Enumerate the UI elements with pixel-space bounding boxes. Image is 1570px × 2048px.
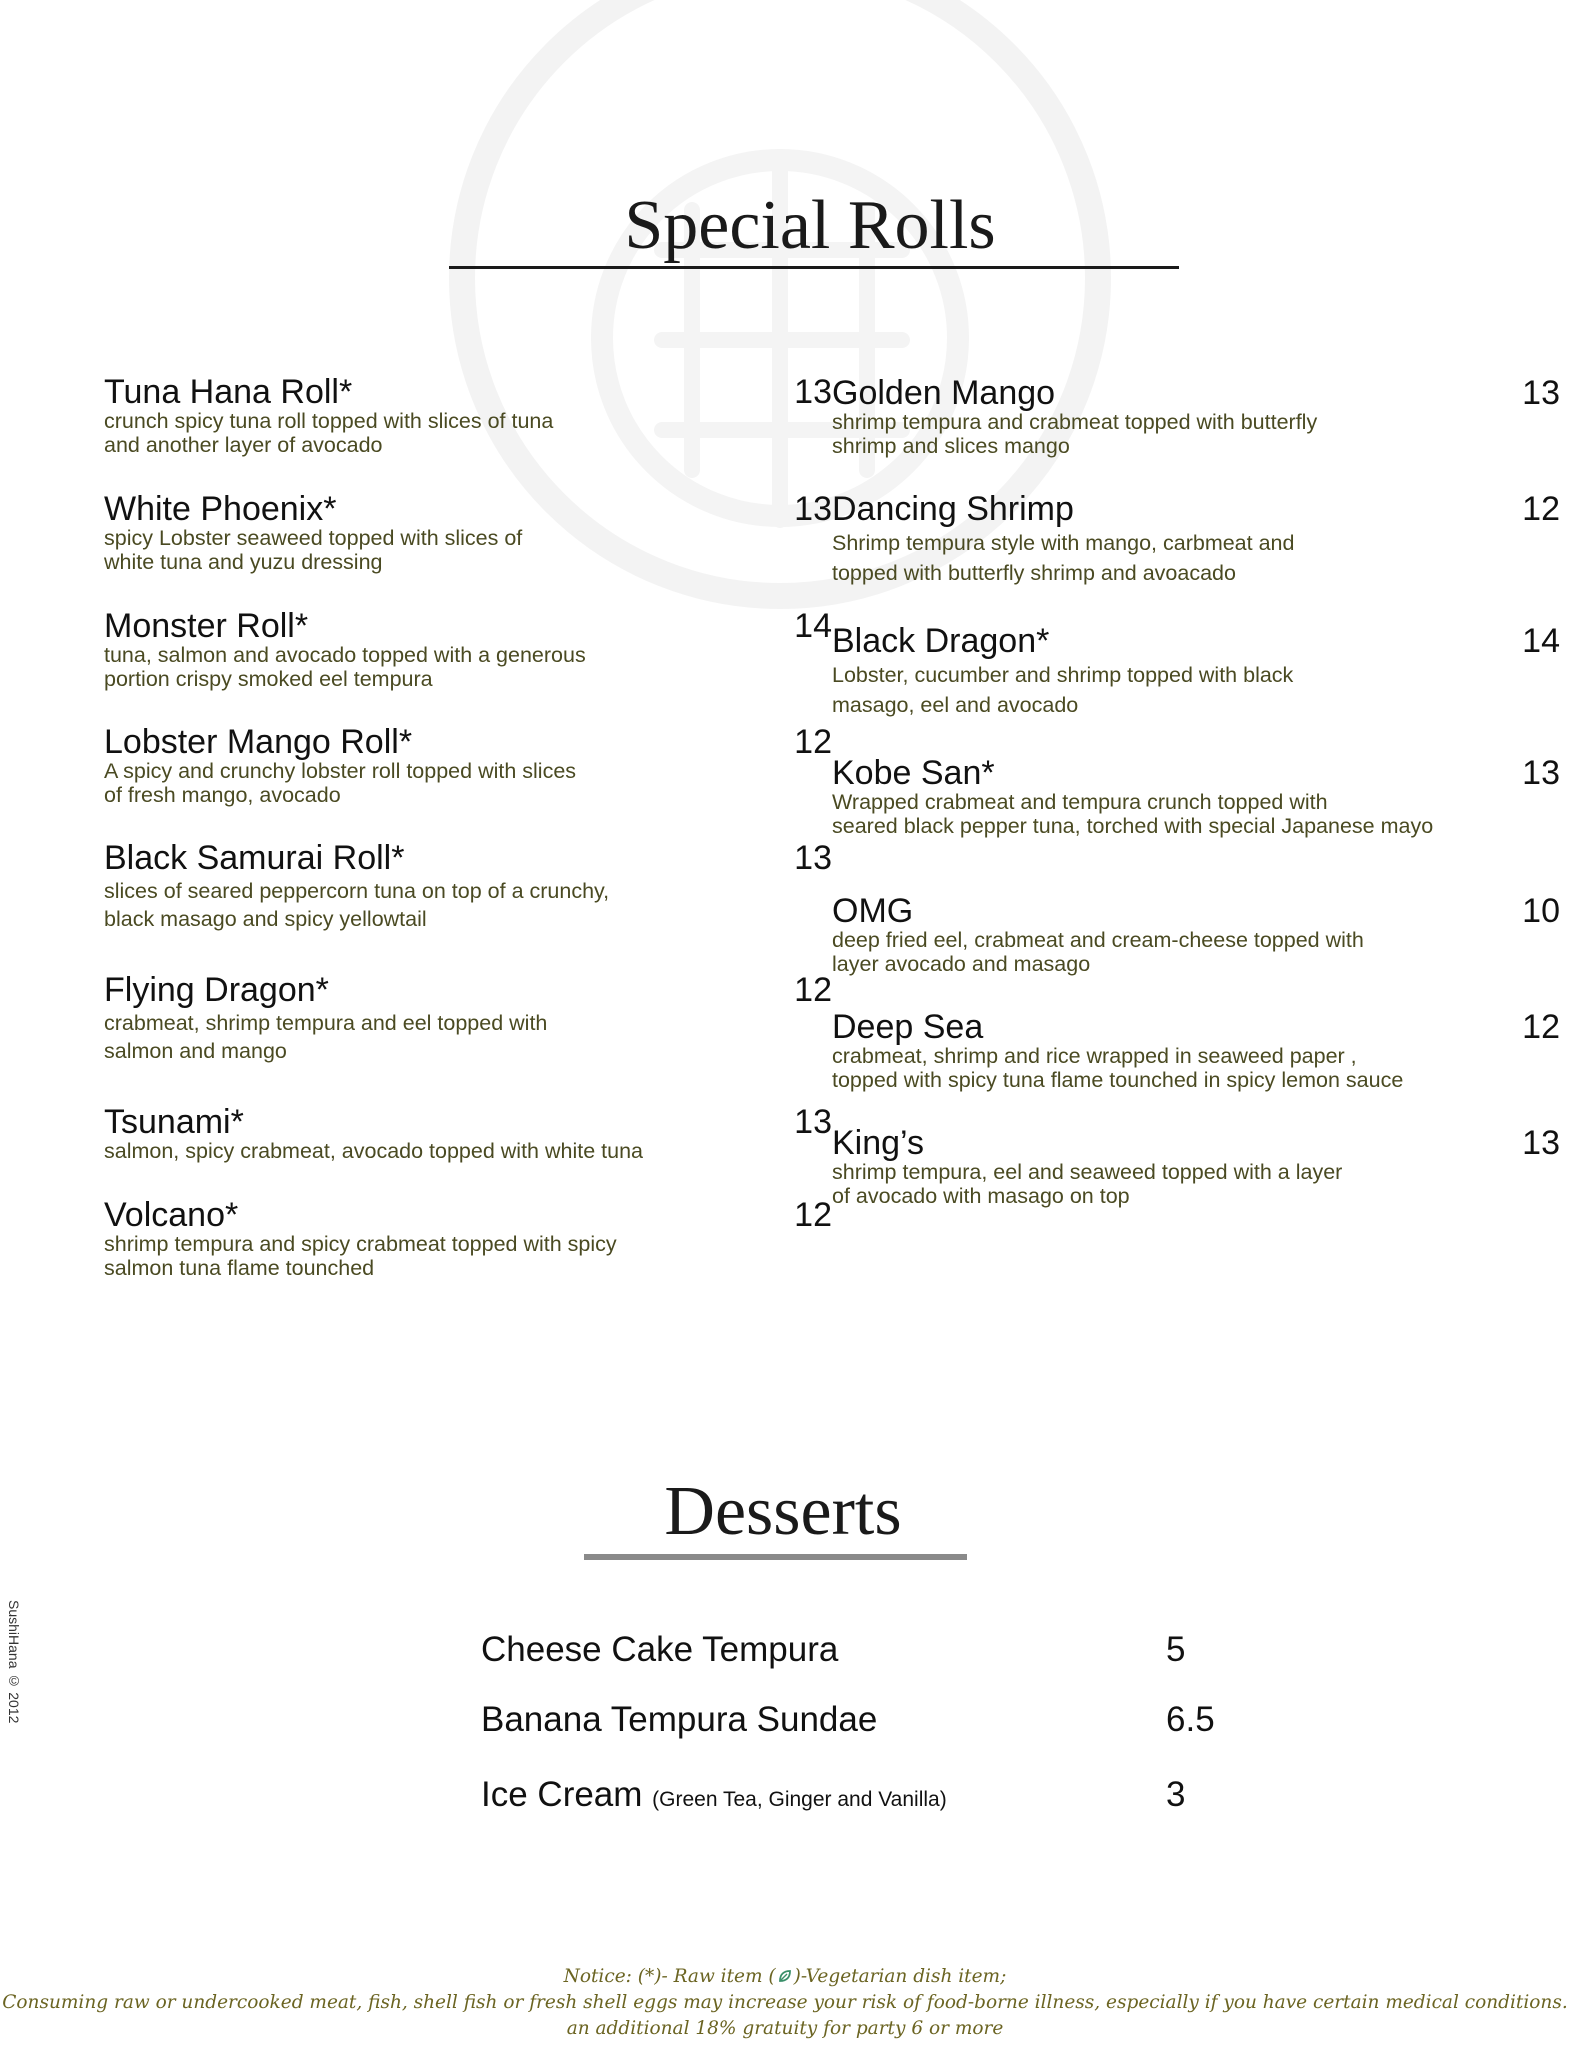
dessert-item — [481, 1700, 877, 1740]
special-rolls-divider — [449, 266, 1179, 269]
item-name: Flying Dragon* — [104, 971, 329, 1009]
description-line: of fresh mango, avocado — [104, 783, 341, 807]
item-price: 13 — [794, 839, 832, 877]
item-description — [832, 790, 1433, 838]
dessert-flavors-note: (Green Tea, Ginger and Vanilla) — [652, 1788, 947, 1811]
item-price: 13 — [1522, 374, 1560, 412]
description-line: salmon tuna flame tounched — [104, 1256, 375, 1280]
item-description — [104, 643, 586, 691]
description-line: of avocado with masago on top — [832, 1184, 1130, 1208]
item-name: OMG — [832, 892, 914, 930]
item-description — [104, 1009, 547, 1065]
description-line: topped with spicy tuna flame tounched in spicy lemon sauce — [832, 1068, 1404, 1092]
item-price: 13 — [794, 1103, 832, 1141]
item-price: 12 — [1522, 490, 1560, 528]
description-line: salmon and mango — [104, 1039, 287, 1063]
description-line: Wrapped crabmeat and tempura crunch topped with — [832, 790, 1328, 814]
desserts-title: Desserts — [664, 1473, 902, 1550]
description-line: black masago and spicy yellowtail — [104, 907, 427, 931]
item-description — [832, 1044, 1403, 1092]
item-description — [832, 1160, 1342, 1208]
leaf-icon — [777, 1968, 793, 1984]
item-description — [104, 526, 522, 574]
item-price: 12 — [794, 1196, 832, 1234]
item-name: Golden Mango — [832, 374, 1056, 412]
item-name: Tuna Hana Roll* — [104, 373, 353, 411]
item-price: 13 — [1522, 754, 1560, 792]
dessert-name: Ice Cream — [481, 1775, 653, 1814]
description-line: shrimp and slices mango — [832, 434, 1070, 458]
item-name: Black Dragon* — [832, 622, 1050, 660]
description-line: crabmeat, shrimp tempura and eel topped with — [104, 1011, 548, 1035]
notice-health-warning: Consuming raw or undercooked meat, fish, shell fish or fresh shell eggs may increase your risk of food-borne illness, especially if you have certain medical conditions. — [2, 1992, 1568, 2013]
item-name: Black Samurai Roll* — [104, 839, 405, 877]
description-line: masago, eel and avocado — [832, 693, 1079, 717]
dessert-price: 6.5 — [1166, 1700, 1215, 1739]
item-description — [104, 877, 609, 933]
item-name: Volcano* — [104, 1196, 239, 1234]
copyright-text: SushiHana © 2012 — [6, 1600, 22, 1724]
dessert-price: 3 — [1166, 1775, 1186, 1814]
description-line: portion crispy smoked eel tempura — [104, 667, 433, 691]
dessert-name: Cheese Cake Tempura — [481, 1630, 839, 1669]
item-price: 14 — [794, 607, 832, 645]
description-line: slices of seared peppercorn tuna on top of a crunchy, — [104, 879, 610, 903]
description-line: shrimp tempura, eel and seaweed topped with a layer — [832, 1160, 1343, 1184]
item-price: 12 — [1522, 1008, 1560, 1046]
item-name: Lobster Mango Roll* — [104, 723, 413, 761]
dessert-item — [481, 1630, 838, 1670]
description-line: topped with butterfly shrimp and avoacado — [832, 561, 1236, 585]
item-price: 13 — [794, 373, 832, 411]
description-line: salmon, spicy crabmeat, avocado topped with white tuna — [104, 1139, 643, 1163]
notice-raw-item-text: Notice: (*)- Raw item ( — [563, 1966, 776, 1987]
item-name: Dancing Shrimp — [832, 490, 1074, 528]
item-name: Kobe San* — [832, 754, 995, 792]
description-line: shrimp tempura and spicy crabmeat topped with spicy — [104, 1232, 617, 1256]
notice-vegetarian-text: )-Vegetarian dish item; — [793, 1966, 1007, 1987]
item-price: 12 — [794, 971, 832, 1009]
item-name: White Phoenix* — [104, 490, 337, 528]
dessert-item — [481, 1775, 947, 1820]
item-price: 12 — [794, 723, 832, 761]
description-line: white tuna and yuzu dressing — [104, 550, 383, 574]
description-line: seared black pepper tuna, torched with special Japanese mayo — [832, 814, 1434, 838]
description-line: A spicy and crunchy lobster roll topped with slices — [104, 759, 577, 783]
item-description — [104, 1232, 617, 1280]
description-line: deep fried eel, crabmeat and cream-cheese topped with — [832, 928, 1364, 952]
description-line: crunch spicy tuna roll topped with slices of tuna — [104, 409, 554, 433]
item-description — [832, 528, 1294, 588]
item-description — [104, 1139, 643, 1163]
item-name: King’s — [832, 1124, 924, 1162]
notice-line-raw-vegetarian — [0, 1964, 1570, 1990]
item-description — [104, 759, 576, 807]
dessert-price: 5 — [1166, 1630, 1186, 1669]
item-name: Deep Sea — [832, 1008, 984, 1046]
description-line: Lobster, cucumber and shrimp topped with black — [832, 663, 1294, 687]
description-line: and another layer of avocado — [104, 433, 383, 457]
description-line: spicy Lobster seaweed topped with slices of — [104, 526, 523, 550]
special-rolls-title: Special Rolls — [624, 187, 996, 264]
description-line: crabmeat, shrimp and rice wrapped in seaweed paper , — [832, 1044, 1357, 1068]
item-description — [832, 410, 1317, 458]
description-line: Shrimp tempura style with mango, carbmeat and — [832, 531, 1295, 555]
item-price: 10 — [1522, 892, 1560, 930]
description-line: layer avocado and masago — [832, 952, 1091, 976]
item-name: Tsunami* — [104, 1103, 244, 1141]
item-price: 13 — [1522, 1124, 1560, 1162]
item-description — [832, 928, 1364, 976]
item-description — [104, 409, 553, 457]
description-line: tuna, salmon and avocado topped with a generous — [104, 643, 586, 667]
item-price: 13 — [794, 490, 832, 528]
description-line: shrimp tempura and crabmeat topped with butterfly — [832, 410, 1318, 434]
notice-gratuity: an additional 18% gratuity for party 6 or more — [566, 2018, 1004, 2039]
dessert-name: Banana Tempura Sundae — [481, 1700, 878, 1739]
desserts-divider — [584, 1554, 967, 1560]
item-price: 14 — [1522, 622, 1560, 660]
item-description — [832, 660, 1293, 720]
item-name: Monster Roll* — [104, 607, 309, 645]
